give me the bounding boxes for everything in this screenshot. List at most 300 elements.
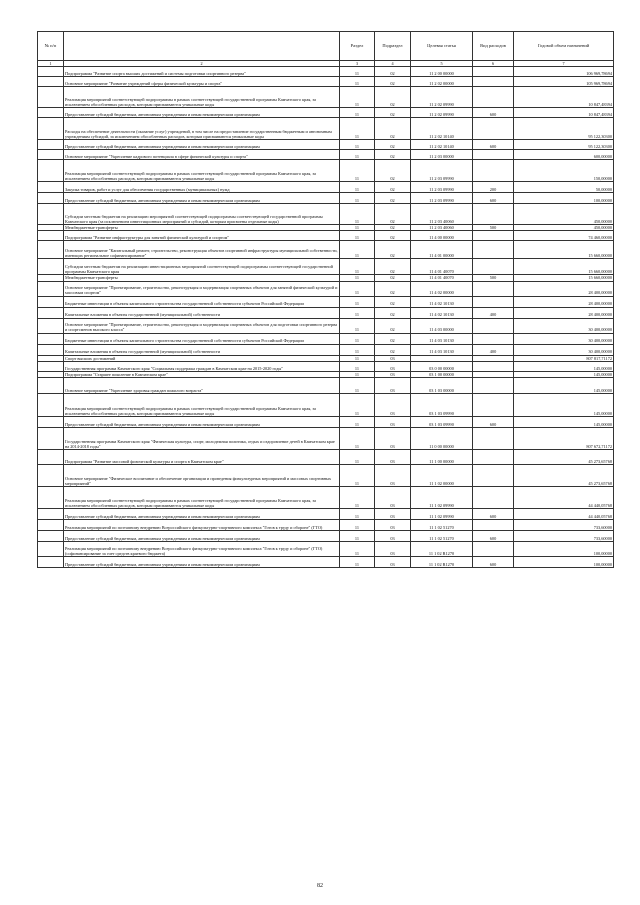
cell-sum: 145,00000 [514, 378, 614, 394]
cell-sum: 100,00000 [514, 193, 614, 204]
cell-podrazdel: 02 [375, 296, 411, 307]
cell-name: Государственная программа Камчатского края "Физическая культура, спорт, молодежная политика, отдых и оздоровление детей в Камчатском крае на 2014-2018 годы" [64, 428, 340, 450]
cell-name: Основное мероприятие "Физическое воспитание и обеспечение организации и проведения физкультурных мероприятий и массовых спортивных мероприятий" [64, 465, 340, 487]
cell-vr [473, 204, 514, 225]
cell-podrazdel: 02 [375, 182, 411, 193]
cell-podrazdel: 03 [375, 428, 411, 450]
cell-razdel: 11 [340, 296, 375, 307]
cell-sum: 28 400,00000 [514, 281, 614, 296]
cell-sum: 30 400,00000 [514, 318, 614, 333]
header-sum: Годовой объем назначений [514, 32, 614, 61]
colnum: 3 [340, 61, 375, 67]
cell-vr: 200 [473, 182, 514, 193]
cell-vr: 600 [473, 531, 514, 542]
cell-podrazdel: 02 [375, 150, 411, 160]
cell-razdel: 11 [340, 361, 375, 371]
cell-podrazdel: 02 [375, 333, 411, 344]
cell-podrazdel: 03 [375, 509, 411, 520]
cell-vr [473, 465, 514, 487]
cell-sum: 100,00000 [514, 557, 614, 568]
cell-razdel: 11 [340, 450, 375, 465]
cell-vr [473, 333, 514, 344]
cell-razdel: 11 [340, 344, 375, 355]
table-row [38, 296, 614, 307]
cell-name: Подпрограмма "Старшее поколение в Камчатском крае" [64, 371, 340, 377]
cell-podrazdel: 03 [375, 520, 411, 531]
cell-razdel: 11 [340, 371, 375, 377]
cell-sum: 150,00000 [514, 160, 614, 182]
cell-vr: 600 [473, 140, 514, 150]
budget-sheet [37, 31, 613, 568]
table-row [38, 193, 614, 204]
cell-podrazdel: 02 [375, 275, 411, 281]
cell-razdel: 11 [340, 204, 375, 225]
cell-razdel: 11 [340, 275, 375, 281]
cell-name: Основное мероприятие "Капитальный ремонт, строительство, реконструкция объектов спортивной инфраструктуры муниципальной собственности, имеющих региональное софинансирование" [64, 241, 340, 259]
cell-vr [473, 241, 514, 259]
cell-podrazdel: 03 [375, 417, 411, 428]
cell-name: Подпрограмма "Развитие массовой физической культуры и спорта в Камчатском крае" [64, 450, 340, 465]
cell-name: Предоставление субсидий бюджетным, автономным учреждениям и иным некоммерческим организациям [64, 531, 340, 542]
cell-vr [473, 231, 514, 241]
cell-sum: 600,00000 [514, 150, 614, 160]
cell-podrazdel: 03 [375, 378, 411, 394]
cell-csr: 11 2 02 10140 [411, 118, 473, 140]
cell-vr [473, 318, 514, 333]
cell-podrazdel: 02 [375, 204, 411, 225]
cell-sum: 45 273,65768 [514, 465, 614, 487]
cell-razdel: 11 [340, 355, 375, 361]
cell-razdel: 11 [340, 542, 375, 557]
cell-sum: 30 400,00000 [514, 344, 614, 355]
cell-podrazdel: 02 [375, 160, 411, 182]
cell-csr: 11 1 02 51270 [411, 520, 473, 531]
cell-num [38, 307, 64, 318]
cell-razdel: 11 [340, 225, 375, 231]
table-row [38, 465, 614, 487]
cell-sum: 145,00000 [514, 371, 614, 377]
cell-vr [473, 542, 514, 557]
cell-num [38, 241, 64, 259]
cell-name: Реализация мероприятий соответствующей подпрограммы в рамках соответствующей государственной программы Камчатского края, за исключением обособленных расходов, которым присваиваются уникальные коды [64, 160, 340, 182]
cell-sum: 106 969,78694 [514, 67, 614, 77]
cell-csr: 11 2 03 09990 [411, 182, 473, 193]
cell-name: Основное мероприятие "Развитие учреждений сферы физической культуры и спорта" [64, 77, 340, 87]
cell-sum: 50,00000 [514, 182, 614, 193]
cell-name: Закупка товаров, работ и услуг для обеспечения государственных (муниципальных) нужд [64, 182, 340, 193]
cell-razdel: 11 [340, 193, 375, 204]
table-row [38, 140, 614, 150]
cell-csr: 11 1 02 09990 [411, 487, 473, 509]
cell-num [38, 193, 64, 204]
cell-name: Расходы на обеспечение деятельности (оказание услуг) учреждений, в том числе на предоставление государственным бюджетным и автономным учреждениям субсидий, за исключением обособленных расходов, которым присваиваются уникальные коды [64, 118, 340, 140]
cell-name: Подпрограмма "Развитие спорта высших достижений и системы подготовки спортивного резерва" [64, 67, 340, 77]
cell-vr: 600 [473, 509, 514, 520]
table-row [38, 318, 614, 333]
cell-sum: 45 273,65768 [514, 450, 614, 465]
cell-num [38, 118, 64, 140]
cell-podrazdel: 02 [375, 118, 411, 140]
table-row [38, 182, 614, 193]
table-row [38, 542, 614, 557]
cell-vr: 600 [473, 557, 514, 568]
cell-name: Спорт высших достижений [64, 355, 340, 361]
cell-sum: 30 400,00000 [514, 333, 614, 344]
cell-podrazdel: 03 [375, 450, 411, 465]
cell-name: Предоставление субсидий бюджетным, автономным учреждениям и иным некоммерческим организациям [64, 557, 340, 568]
table-row [38, 118, 614, 140]
cell-sum: 10 847,48394 [514, 87, 614, 108]
cell-razdel: 11 [340, 259, 375, 275]
cell-num [38, 281, 64, 296]
cell-podrazdel: 02 [375, 307, 411, 318]
cell-razdel: 11 [340, 465, 375, 487]
table-row [38, 259, 614, 275]
header-razdel: Раздел [340, 32, 375, 61]
cell-sum: 95 122,30300 [514, 118, 614, 140]
cell-razdel: 11 [340, 67, 375, 77]
cell-razdel: 11 [340, 509, 375, 520]
cell-sum: 10 847,48394 [514, 108, 614, 118]
header-name [64, 32, 340, 61]
cell-sum: 807 817,71172 [514, 355, 614, 361]
cell-name: Основное мероприятие "Укрепление кадрового потенциала в сфере физической культуры и спорта" [64, 150, 340, 160]
cell-num [38, 140, 64, 150]
cell-podrazdel: 03 [375, 531, 411, 542]
cell-csr: 11 2 00 00000 [411, 67, 473, 77]
cell-podrazdel: 02 [375, 140, 411, 150]
cell-razdel: 11 [340, 182, 375, 193]
cell-csr: 11 1 02 R1270 [411, 542, 473, 557]
table-row [38, 281, 614, 296]
cell-vr [473, 520, 514, 531]
cell-vr [473, 87, 514, 108]
cell-num [38, 465, 64, 487]
cell-razdel: 11 [340, 557, 375, 568]
cell-sum: 15 660,00000 [514, 259, 614, 275]
table-row [38, 231, 614, 241]
cell-name: Предоставление субсидий бюджетным, автономным учреждениям и иным некоммерческим организациям [64, 417, 340, 428]
cell-num [38, 108, 64, 118]
cell-sum: 15 660,00000 [514, 275, 614, 281]
cell-num [38, 296, 64, 307]
cell-num [38, 450, 64, 465]
cell-sum: 74 460,00000 [514, 231, 614, 241]
cell-sum: 95 122,30300 [514, 140, 614, 150]
cell-vr [473, 67, 514, 77]
cell-csr: 11 1 02 09990 [411, 509, 473, 520]
cell-csr: 11 4 02 00000 [411, 281, 473, 296]
table-row [38, 150, 614, 160]
cell-razdel: 11 [340, 241, 375, 259]
colnum: 6 [473, 61, 514, 67]
cell-csr: 03 1 00 00000 [411, 371, 473, 377]
cell-num [38, 87, 64, 108]
cell-num [38, 231, 64, 241]
cell-num [38, 259, 64, 275]
cell-podrazdel: 02 [375, 108, 411, 118]
cell-vr: 400 [473, 344, 514, 355]
cell-vr [473, 450, 514, 465]
table-row [38, 344, 614, 355]
cell-num [38, 417, 64, 428]
cell-num [38, 509, 64, 520]
cell-podrazdel: 02 [375, 77, 411, 87]
table-row [38, 394, 614, 417]
table-row [38, 450, 614, 465]
cell-name: Предоставление субсидий бюджетным, автономным учреждениям и иным некоммерческим организациям [64, 509, 340, 520]
cell-num [38, 394, 64, 417]
cell-name: Реализация мероприятий соответствующей подпрограммы в рамках соответствующей государственной программы Камчатского края, за исключением обособленных расходов, которым присваиваются уникальные коды [64, 487, 340, 509]
table-row [38, 241, 614, 259]
cell-csr: 11 1 02 00000 [411, 465, 473, 487]
cell-num [38, 428, 64, 450]
cell-sum: 28 400,00000 [514, 307, 614, 318]
cell-name: Подпрограмма "Развитие инфраструктуры для занятий физической культурой и спортом" [64, 231, 340, 241]
cell-csr: 11 2 02 09990 [411, 87, 473, 108]
cell-csr: 11 2 03 40060 [411, 225, 473, 231]
cell-podrazdel: 02 [375, 281, 411, 296]
cell-razdel: 11 [340, 417, 375, 428]
cell-razdel: 11 [340, 531, 375, 542]
cell-podrazdel: 03 [375, 487, 411, 509]
cell-vr [473, 77, 514, 87]
cell-csr: 03 1 03 09990 [411, 394, 473, 417]
cell-csr: 11 2 02 09990 [411, 108, 473, 118]
cell-podrazdel: 02 [375, 259, 411, 275]
cell-podrazdel: 03 [375, 355, 411, 361]
table-row [38, 204, 614, 225]
cell-sum: 733,60000 [514, 531, 614, 542]
cell-podrazdel: 03 [375, 371, 411, 377]
cell-razdel: 11 [340, 307, 375, 318]
cell-csr: 11 4 01 40070 [411, 259, 473, 275]
header-num: № п/п [38, 32, 64, 61]
table-row [38, 509, 614, 520]
cell-name: Межбюджетные трансферты [64, 225, 340, 231]
budget-table [37, 31, 614, 568]
cell-num [38, 378, 64, 394]
cell-csr: 03 1 03 00000 [411, 378, 473, 394]
cell-podrazdel: 03 [375, 361, 411, 371]
cell-podrazdel: 02 [375, 87, 411, 108]
cell-name: Бюджетные инвестиции в объекты капитального строительства государственной собственности субъектов Российской Федерации [64, 333, 340, 344]
colnum: 5 [411, 61, 473, 67]
cell-razdel: 11 [340, 394, 375, 417]
cell-podrazdel: 02 [375, 344, 411, 355]
table-row [38, 417, 614, 428]
table-row [38, 520, 614, 531]
cell-csr: 11 4 03 10130 [411, 333, 473, 344]
cell-num [38, 557, 64, 568]
cell-sum: 15 660,00000 [514, 241, 614, 259]
cell-podrazdel: 02 [375, 241, 411, 259]
cell-vr: 500 [473, 225, 514, 231]
cell-csr: 11 2 03 40060 [411, 204, 473, 225]
table-row [38, 307, 614, 318]
cell-vr [473, 160, 514, 182]
cell-podrazdel: 03 [375, 394, 411, 417]
cell-csr: 11 4 00 00000 [411, 231, 473, 241]
cell-name: Бюджетные инвестиции в объекты капитального строительства государственной собственности субъектов Российской Федерации [64, 296, 340, 307]
cell-vr [473, 428, 514, 450]
cell-razdel: 11 [340, 231, 375, 241]
table-row [38, 160, 614, 182]
cell-sum: 100,00000 [514, 542, 614, 557]
cell-vr [473, 296, 514, 307]
cell-vr: 400 [473, 307, 514, 318]
cell-name: Субсидии местным бюджетам на реализацию мероприятий соответствующей подпрограммы соответствующей государственной программы Камчатского края (за исключением инвестиционных мероприятий и субсидий, которым присвоены отдельные коды) [64, 204, 340, 225]
cell-num [38, 531, 64, 542]
cell-sum: 733,60000 [514, 520, 614, 531]
cell-razdel: 11 [340, 333, 375, 344]
cell-csr: 11 2 02 10140 [411, 140, 473, 150]
cell-name: Предоставление субсидий бюджетным, автономным учреждениям и иным некоммерческим организациям [64, 140, 340, 150]
cell-name: Государственная программа Камчатского края "Социальная поддержка граждан в Камчатском крае на 2015-2020 годы" [64, 361, 340, 371]
cell-csr: 11 4 01 40070 [411, 275, 473, 281]
cell-num [38, 542, 64, 557]
cell-csr: 11 2 03 09990 [411, 193, 473, 204]
table-row [38, 87, 614, 108]
cell-sum: 145,00000 [514, 417, 614, 428]
cell-razdel: 11 [340, 160, 375, 182]
cell-num [38, 318, 64, 333]
cell-num [38, 150, 64, 160]
cell-sum: 28 400,00000 [514, 296, 614, 307]
cell-razdel: 11 [340, 487, 375, 509]
cell-name: Реализация мероприятий соответствующей подпрограммы в рамках соответствующей государственной программы Камчатского края, за исключением обособленных расходов, которым присваиваются уникальные коды [64, 394, 340, 417]
cell-vr [473, 487, 514, 509]
cell-vr: 500 [473, 275, 514, 281]
header-vr: Вид расходов [473, 32, 514, 61]
table-row [38, 333, 614, 344]
cell-sum: 450,00000 [514, 204, 614, 225]
cell-num [38, 182, 64, 193]
table-row [38, 378, 614, 394]
cell-razdel: 11 [340, 140, 375, 150]
cell-razdel: 11 [340, 77, 375, 87]
cell-razdel: 11 [340, 281, 375, 296]
table-row [38, 428, 614, 450]
cell-podrazdel: 02 [375, 231, 411, 241]
cell-csr: 11 4 03 10130 [411, 344, 473, 355]
cell-podrazdel: 02 [375, 318, 411, 333]
cell-name: Предоставление субсидий бюджетным, автономным учреждениям и иным некоммерческим организациям [64, 108, 340, 118]
cell-podrazdel: 03 [375, 465, 411, 487]
cell-sum: 44 440,05768 [514, 487, 614, 509]
cell-csr: 11 4 03 00000 [411, 318, 473, 333]
cell-csr: 11 0 00 00000 [411, 428, 473, 450]
cell-csr: 11 2 03 00000 [411, 150, 473, 160]
cell-podrazdel: 02 [375, 67, 411, 77]
cell-sum: 145,00000 [514, 394, 614, 417]
cell-sum: 450,00000 [514, 225, 614, 231]
cell-name: Субсидии местным бюджетам на реализацию инвестиционных мероприятий соответствующей подпрограммы соответствующей государственной программы Камчатского края [64, 259, 340, 275]
table-row [38, 557, 614, 568]
cell-num [38, 333, 64, 344]
cell-num [38, 344, 64, 355]
table-row [38, 487, 614, 509]
header-row [38, 32, 614, 61]
cell-razdel: 11 [340, 520, 375, 531]
cell-name: Реализация мероприятий соответствующей подпрограммы в рамках соответствующей государственной программы Камчатского края, за исключением обособленных расходов, которым присваиваются уникальные коды [64, 87, 340, 108]
cell-vr [473, 281, 514, 296]
header-podrazdel: Подраздел [375, 32, 411, 61]
cell-name: Основное мероприятие "Проектирование, строительство, реконструкция и модернизация спортивных объектов для занятий физической культурой и массовым спортом" [64, 281, 340, 296]
cell-name: Капитальные вложения в объекты государственной (муниципальной) собственности [64, 344, 340, 355]
cell-vr [473, 118, 514, 140]
cell-num [38, 520, 64, 531]
cell-vr: 600 [473, 193, 514, 204]
cell-vr [473, 378, 514, 394]
cell-num [38, 160, 64, 182]
cell-num [38, 204, 64, 225]
table-row [38, 67, 614, 77]
table-row [38, 361, 614, 371]
cell-num [38, 67, 64, 77]
cell-csr: 11 2 03 09990 [411, 160, 473, 182]
cell-podrazdel: 03 [375, 557, 411, 568]
cell-razdel: 11 [340, 118, 375, 140]
cell-num [38, 361, 64, 371]
cell-num [38, 77, 64, 87]
cell-razdel: 11 [340, 428, 375, 450]
cell-sum: 44 440,05768 [514, 509, 614, 520]
cell-csr: 11 4 02 10130 [411, 307, 473, 318]
cell-vr: 600 [473, 108, 514, 118]
colnum: 2 [64, 61, 340, 67]
table-row [38, 108, 614, 118]
cell-vr [473, 259, 514, 275]
cell-csr: 03 0 00 00000 [411, 361, 473, 371]
table-row [38, 531, 614, 542]
cell-csr: 11 1 00 00000 [411, 450, 473, 465]
colnum: 7 [514, 61, 614, 67]
cell-razdel: 11 [340, 378, 375, 394]
cell-name: Реализация мероприятий по поэтапному внедрению Всероссийского физкультурно-спортивного комплекса "Готов к труду и обороне" (ГТО) [64, 520, 340, 531]
colnum: 4 [375, 61, 411, 67]
cell-csr: 11 4 02 10130 [411, 296, 473, 307]
cell-name: Основное мероприятие "Укрепление здоровья граждан пожилого возраста" [64, 378, 340, 394]
cell-csr: 11 4 01 00000 [411, 241, 473, 259]
cell-vr [473, 361, 514, 371]
header-csr: Целевая статья [411, 32, 473, 61]
cell-podrazdel: 03 [375, 542, 411, 557]
cell-csr: 11 1 02 R1270 [411, 557, 473, 568]
cell-name: Основное мероприятие "Проектирование, строительство, реконструкция и модернизация спортивных объектов для подготовки спортивного резерва и спортсменов высокого класса" [64, 318, 340, 333]
page-number: 82 [317, 883, 323, 889]
cell-podrazdel: 02 [375, 225, 411, 231]
cell-num [38, 487, 64, 509]
cell-sum: 807 672,71172 [514, 428, 614, 450]
cell-csr: 11 1 02 51270 [411, 531, 473, 542]
cell-razdel: 11 [340, 108, 375, 118]
cell-name: Реализация мероприятий по поэтапному внедрению Всероссийского физкультурно-спортивного комплекса "Готов к труду и обороне" (ГТО) (софинансирование за счет средств краевого бюджета) [64, 542, 340, 557]
cell-name: Предоставление субсидий бюджетным, автономным учреждениям и иным некоммерческим организациям [64, 193, 340, 204]
cell-csr: 03 1 03 09990 [411, 417, 473, 428]
cell-name: Капитальные вложения в объекты государственной (муниципальной) собственности [64, 307, 340, 318]
cell-podrazdel: 02 [375, 193, 411, 204]
cell-razdel: 11 [340, 150, 375, 160]
cell-name: Межбюджетные трансферты [64, 275, 340, 281]
cell-vr [473, 150, 514, 160]
cell-razdel: 11 [340, 318, 375, 333]
colnum: 1 [38, 61, 64, 67]
cell-razdel: 11 [340, 87, 375, 108]
cell-vr: 600 [473, 417, 514, 428]
cell-vr [473, 394, 514, 417]
cell-csr: 11 2 02 00000 [411, 77, 473, 87]
